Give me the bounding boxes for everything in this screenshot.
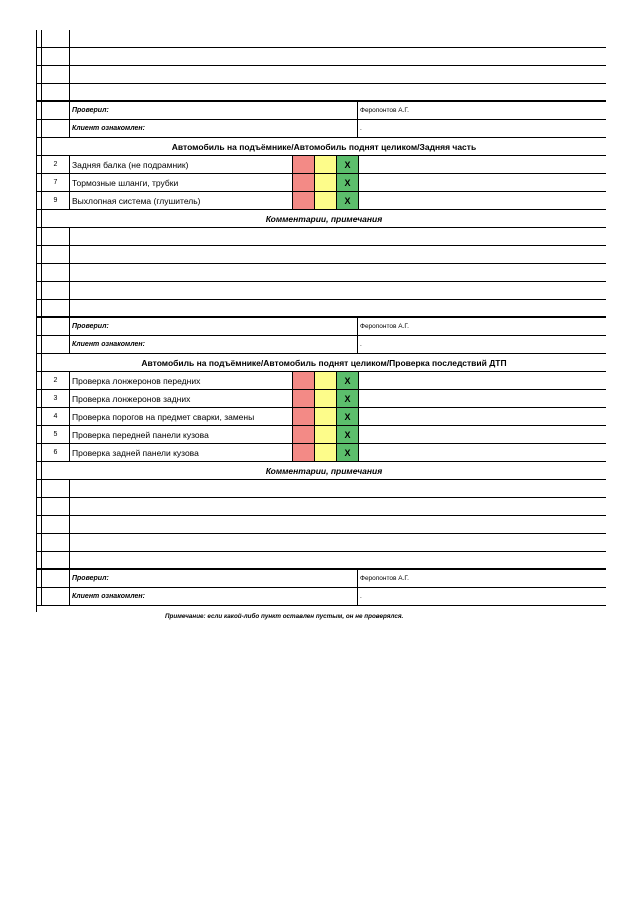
comment-row[interactable] [36, 552, 606, 570]
item-number: 9 [42, 192, 70, 209]
status-green-cell[interactable]: X [337, 156, 359, 173]
item-note[interactable] [359, 408, 606, 425]
inspection-sheet [36, 30, 606, 606]
inspector-name: Феропонтов А.Г. [360, 323, 409, 330]
item-description: Проверка задней панели кузова [70, 444, 293, 461]
client-acknowledged-row [36, 120, 606, 138]
status-yellow-cell[interactable] [315, 372, 337, 389]
client-acknowledged-row [36, 336, 606, 354]
item-description: Проверка лонжеронов передних [70, 372, 293, 389]
status-red-cell[interactable] [293, 390, 315, 407]
client-acknowledged-row [36, 588, 606, 606]
status-red-cell[interactable] [293, 408, 315, 425]
comments-title: Комментарии, примечания [265, 465, 383, 476]
comment-row[interactable] [36, 264, 606, 282]
section-header [36, 138, 606, 156]
item-number: 5 [42, 426, 70, 443]
checked-by-label: Проверил: [70, 318, 358, 335]
item-note[interactable] [359, 174, 606, 191]
client-acknowledged-label: Клиент ознакомлен: [70, 120, 358, 137]
status-red-cell[interactable] [293, 372, 315, 389]
status-green-cell[interactable]: X [337, 372, 359, 389]
comment-row[interactable] [36, 246, 606, 264]
section-title: Автомобиль на подъёмнике/Автомобиль поднят целиком/Проверка последствий ДТП [141, 357, 507, 368]
section-header [36, 354, 606, 372]
status-yellow-cell[interactable] [315, 192, 337, 209]
item-number: 2 [42, 156, 70, 173]
status-green-cell[interactable]: X [337, 390, 359, 407]
item-description: Задняя балка (не подрамник) [70, 156, 293, 173]
item-number: 3 [42, 390, 70, 407]
status-red-cell[interactable] [293, 174, 315, 191]
comment-row[interactable] [36, 228, 606, 246]
comment-row[interactable] [36, 66, 606, 84]
client-acknowledged-label: Клиент ознакомлен: [70, 588, 358, 605]
checklist-row [36, 372, 606, 390]
item-note[interactable] [359, 192, 606, 209]
comments-header [36, 462, 606, 480]
item-description: Тормозные шланги, трубки [70, 174, 293, 191]
item-description: Выхлопная система (глушитель) [70, 192, 293, 209]
checked-by-row [36, 570, 606, 588]
item-note[interactable] [359, 372, 606, 389]
client-signature[interactable]: . [360, 593, 362, 600]
status-green-cell[interactable]: X [337, 426, 359, 443]
client-signature[interactable]: . [360, 341, 362, 348]
checklist-row [36, 444, 606, 462]
comment-row[interactable] [36, 300, 606, 318]
inspector-name: Феропонтов А.Г. [360, 107, 409, 114]
checklist-row [36, 426, 606, 444]
checked-by-label: Проверил: [70, 102, 358, 119]
item-note[interactable] [359, 156, 606, 173]
comment-row[interactable] [36, 534, 606, 552]
status-yellow-cell[interactable] [315, 390, 337, 407]
status-red-cell[interactable] [293, 192, 315, 209]
checked-by-row [36, 318, 606, 336]
section-title: Автомобиль на подъёмнике/Автомобиль поднят целиком/Задняя часть [171, 141, 477, 152]
status-green-cell[interactable]: X [337, 192, 359, 209]
checklist-row [36, 174, 606, 192]
inspector-name: Феропонтов А.Г. [360, 575, 409, 582]
status-green-cell[interactable]: X [337, 408, 359, 425]
comment-row[interactable] [36, 498, 606, 516]
checked-by-row [36, 102, 606, 120]
item-number: 4 [42, 408, 70, 425]
checklist-row [36, 390, 606, 408]
item-description: Проверка передней панели кузова [70, 426, 293, 443]
item-note[interactable] [359, 444, 606, 461]
comment-row[interactable] [36, 516, 606, 534]
footnote: Примечание: если какой-либо пункт оставлен пустым, он не проверялся. [165, 613, 404, 620]
client-signature[interactable]: . [360, 125, 362, 132]
checklist-row [36, 408, 606, 426]
comment-row[interactable] [36, 84, 606, 102]
checklist-row [36, 192, 606, 210]
item-note[interactable] [359, 390, 606, 407]
checklist-row [36, 156, 606, 174]
status-red-cell[interactable] [293, 444, 315, 461]
comments-title: Комментарии, примечания [265, 213, 383, 224]
item-number: 7 [42, 174, 70, 191]
checked-by-label: Проверил: [70, 570, 358, 587]
status-yellow-cell[interactable] [315, 156, 337, 173]
status-yellow-cell[interactable] [315, 426, 337, 443]
comments-header [36, 210, 606, 228]
status-yellow-cell[interactable] [315, 174, 337, 191]
item-description: Проверка порогов на предмет сварки, замены [70, 408, 293, 425]
status-yellow-cell[interactable] [315, 408, 337, 425]
client-acknowledged-label: Клиент ознакомлен: [70, 336, 358, 353]
status-red-cell[interactable] [293, 426, 315, 443]
comment-row[interactable] [36, 48, 606, 66]
item-description: Проверка лонжеронов задних [70, 390, 293, 407]
comment-row[interactable] [36, 282, 606, 300]
status-green-cell[interactable]: X [337, 444, 359, 461]
comment-row[interactable] [36, 30, 606, 48]
comment-row[interactable] [36, 480, 606, 498]
item-note[interactable] [359, 426, 606, 443]
status-yellow-cell[interactable] [315, 444, 337, 461]
item-number: 2 [42, 372, 70, 389]
status-red-cell[interactable] [293, 156, 315, 173]
status-green-cell[interactable]: X [337, 174, 359, 191]
item-number: 6 [42, 444, 70, 461]
